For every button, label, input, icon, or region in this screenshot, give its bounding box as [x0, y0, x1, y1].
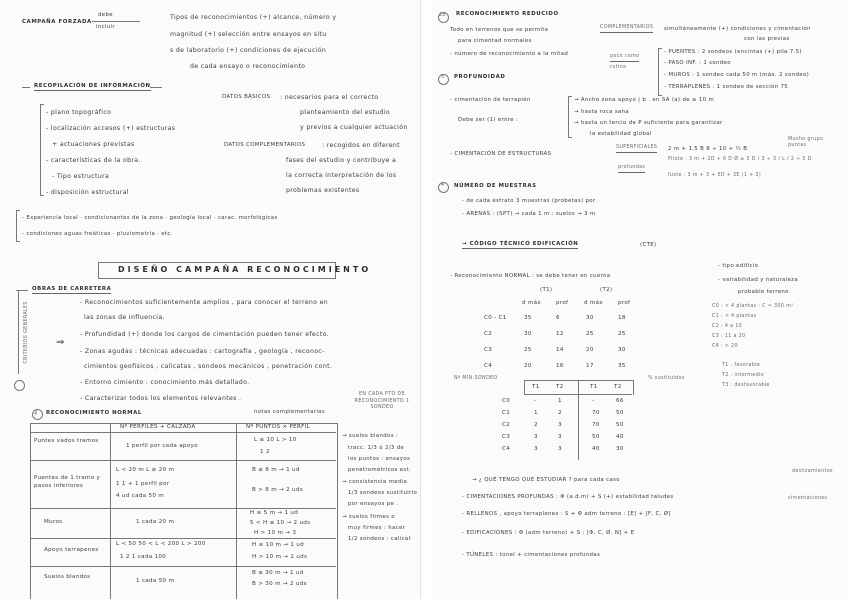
datos-basicos-label: DATOS BÁSICOS [222, 94, 271, 100]
title-arrow-right [150, 87, 162, 88]
diseno-line: - Reconocimientos suficientemente amplios , para conocer el terreno en [80, 299, 329, 306]
cte-note: C4 : > 20 [712, 344, 738, 349]
rec-reducido-item: - PASO INF. : 1 sondeo [664, 60, 731, 66]
campaign-line-4: de cada ensayo o reconocimiento [190, 63, 306, 70]
row-c2b: B > 30 m → 2 uds [252, 581, 307, 587]
estudiar-top-note: deslizamientos [792, 469, 833, 474]
profundidad-side-note: Mucho grupo puntas [788, 137, 824, 149]
rec-reducido-line: - número de reconocimiento a la mitad [450, 51, 569, 57]
recop-item: - disposición estructural [46, 189, 129, 196]
row-name: Puentes de 1 tramo y pasos inferiores [34, 475, 101, 490]
cte-sub-cell: 40 [592, 446, 600, 452]
rec-normal-title: RECONOCIMIENTO NORMAL [46, 410, 142, 416]
profundidad-arrow: la estabilidad global [590, 131, 652, 137]
cte-note: T3 : desfavorable [722, 383, 770, 388]
criterios-label: CRITERIOS GENERALES [23, 301, 29, 364]
cte-title: → CÓDIGO TÉCNICO EDIFICACIÓN [462, 242, 578, 249]
muestras-title: NÚMERO DE MUESTRAS [454, 183, 537, 189]
row-c1: L < 50 50 < L < 200 L > 200 [116, 541, 206, 547]
cte-note: C1 : < 4 plantas [712, 314, 757, 319]
campaign-label: CAMPAÑA FORZADA [22, 19, 92, 25]
profundidad-number: 3 [441, 75, 445, 80]
superficiales-text: 2 m + 1.5 B 8 ÷ 10 + ½ B [668, 146, 748, 152]
cte-sub-row-label: C1 [502, 410, 511, 416]
profundidad-line: Debe ser (1) entre : [458, 117, 519, 123]
cte-sub-cell: 2 [534, 422, 538, 428]
diseno-line: - Caracterizar todos los elementos relevantes . [80, 395, 242, 402]
cte-sub-cell: 3 [558, 446, 562, 452]
cte-cell: 17 [586, 363, 594, 369]
cte-cell: 20 [524, 363, 532, 369]
rec-reducido-item: - MUROS : 1 sondeo cada 50 m (máx. 2 sondeo) [664, 72, 810, 78]
rec-reducido-bracket [658, 48, 662, 96]
cte-row-label: C4 [484, 363, 493, 369]
cte-note: T2 : intermedio [722, 373, 764, 378]
recopilacion-title: RECOPILACIÓN DE INFORMACIÓN [34, 84, 151, 91]
row-c2: B ≤ 8 m → 1 ud [252, 467, 300, 473]
sub-header: T2 [556, 384, 564, 390]
recop-item: - plano topográfico [46, 109, 112, 116]
cte-sub-cell: 70 [592, 422, 600, 428]
cte-cell: 30 [524, 331, 532, 337]
cte-cell: 20 [586, 347, 594, 353]
cte-sub-row-label: C4 [502, 446, 511, 452]
cte-cell: 14 [556, 347, 564, 353]
cte-side-item: - variabilidad y naturaleza [718, 277, 799, 283]
recop-item: - características de la obra. [46, 157, 141, 164]
left-notebook-page [0, 0, 421, 599]
diseno-line: las zonas de influencia. [84, 314, 165, 321]
table-row-line [30, 508, 336, 509]
datos-comp-label: DATOS COMPLEMENTARIOS [224, 142, 306, 148]
rec-reducido-item: - TERRAPLENES : 1 sondeo de sección 75 [664, 84, 789, 90]
profundas-label: profundas [618, 166, 645, 173]
estudiar-item: - EDIFICACIONES : Φ (adm terreno) + S : [Φ, C, Ø, N] + E [462, 530, 635, 536]
row-name: Puntes vados tramos [34, 438, 99, 444]
obras-title: OBRAS DE CARRETERA [32, 287, 111, 294]
table-row-line [30, 538, 336, 539]
datos-comp-line-2: fases del estudio y contribuye a [286, 157, 397, 164]
profundidad-arrow: → hasta un tercio de P suficiente para garantizar [574, 120, 723, 126]
cte-intro: - Reconocimiento NORMAL : se debe tener en cuenta [450, 273, 611, 279]
cte-sub-row-label: C0 [502, 398, 511, 404]
rec-reducido-number: 2b [439, 13, 446, 18]
datos-comp-line-1: : recogidos en diferent [322, 142, 400, 149]
row-c2: H ≤ 5 m → 1 ud [250, 510, 299, 516]
cte-col-header: d máx [522, 300, 542, 306]
rec-reducido-line: para cimentad normales [458, 38, 532, 44]
circled-number [14, 380, 25, 391]
poco-como-label: poco como [610, 55, 639, 62]
cte-col-header: prof [618, 300, 631, 306]
recop-item: - localización accesos (+) estructuras [46, 125, 176, 132]
row-c1: 1 perfil por cada apoyo [126, 443, 198, 449]
datos-basicos-line-2: planteamiento del estudio [300, 109, 391, 116]
cte-cell: 16 [556, 363, 564, 369]
diseno-title: DISEÑO CAMPAÑA RECONOCIMIENTO [118, 265, 372, 274]
sub-col-line [578, 380, 579, 460]
row-c2: B ≤ 30 m → 1 ud [252, 570, 304, 576]
row-name: Suelos blandos [44, 574, 91, 580]
cte-sub-cell: 66 [616, 398, 624, 404]
cte-note: C0 : < 4 plantas : C < 300 m² [712, 304, 794, 309]
cte-cell: 25 [524, 347, 532, 353]
estudiar-item: - RELLENOS , apoyo terraplenes : S + Φ adm terreno : [E] + [F, C, Ø] [462, 511, 671, 517]
datos-basicos-line-3: y previos a cualquier actuación [300, 124, 408, 131]
table-col-line [110, 423, 111, 599]
cte-cell: 18 [618, 315, 626, 321]
estudiar-right-note: cimentaciones [788, 496, 828, 501]
complementario-text-2: con las previas [744, 36, 790, 42]
cte-cell: 35 [524, 315, 532, 321]
extra-bracket [16, 210, 20, 242]
recop-item: + actuaciones previstas [52, 141, 135, 148]
row-c1: 1 cada 50 m [136, 578, 175, 584]
row-c1: 1 cada 20 m [136, 519, 175, 525]
table-header: Nº PERFILES + CALZADA [120, 424, 196, 430]
sub-header: T2 [614, 384, 622, 390]
cte-cell: 6 [556, 315, 560, 321]
cte-col-header: d máx [584, 300, 604, 306]
side-note: tracc. 1/3 ó 2/3 de [348, 445, 405, 451]
diseno-line: - Zonas agudas : técnicas adecuadas : cartografía , geología , reconoc- [80, 348, 325, 355]
cte-row-label: C0 - C1 [484, 315, 507, 321]
profundas-text-2: fuste : 3 m + 3 + 5D + 3E (1 + 3) [668, 173, 762, 178]
profundidad-arrow: → Ancho zona apoyo | b . en SA (a) de ≥ 10 m [574, 97, 715, 103]
estudiar-question: → ¿ QUÉ TENGO QUE ESTUDIAR ? para cada caso [472, 477, 620, 483]
campaign-line-3: s de laboratorio (+) condiciones de ejecución [170, 47, 327, 54]
right-notebook-page [432, 0, 848, 599]
row-c1b: 1 2 1 cada 100 [120, 554, 167, 560]
rec-reducido-title: RECONOCIMIENTO REDUCIDO [456, 11, 559, 17]
table-row-line [30, 432, 336, 433]
estudiar-item: - TÚNELES : túnel + cimentaciones profundas [462, 552, 601, 558]
profundidad-bracket [568, 96, 572, 138]
cte-cell: 30 [618, 347, 626, 353]
campaign-line-2: magnitud (+) selección entre ensayos en situ [170, 31, 327, 38]
muestras-line: - ARENAS : (SPT) → cada 1 m : suelos → 3 m [462, 211, 596, 217]
cte-sub-cell: 3 [534, 434, 538, 440]
cte-sub-row-label: C3 [502, 434, 511, 440]
t1-label: (T1) [540, 287, 553, 293]
row-c2b: B > 8 m → 2 uds [252, 487, 303, 493]
diseno-line: - Entorno cimiento : conocimiento más detallado. [80, 379, 250, 386]
row-c2b: 5 < H ≤ 10 → 2 uds [250, 520, 311, 526]
sub-header: T1 [532, 384, 540, 390]
row-c2c: H > 10 m → 3 [254, 530, 297, 536]
datos-comp-line-3: la correcta interpretación de los [286, 172, 397, 179]
cte-sub-cell: 70 [592, 410, 600, 416]
criterios-arrow-glyph: ⇒ [56, 337, 65, 348]
row-name: Apoyo terrapenes [44, 547, 99, 553]
rec-normal-number: 2 [34, 410, 38, 416]
cte-tag: (CTE) [640, 242, 657, 248]
cte-cell: 35 [618, 363, 626, 369]
muestras-line: - de cada estrato 3 muestras (probetas) por [462, 198, 596, 204]
cte-sub-cell: - [592, 398, 595, 404]
campaign-arrow-top: debe [98, 12, 113, 18]
campaign-line-1: Tipos de reconocimientos (+) alcance, número y [170, 14, 337, 21]
row-c2b: H > 10 m → 2 uds [252, 554, 308, 560]
side-note: los puntos : ensayos [348, 456, 411, 462]
table-header: Nº PUNTOS × PERFIL [246, 424, 311, 430]
cte-sub-cell: 3 [558, 434, 562, 440]
cte-note: C2 : 4 a 10 [712, 324, 743, 329]
side-note: penetrométricos est. [348, 467, 412, 473]
side-note: muy firmes : hacer [348, 525, 406, 531]
campaign-arrow-bottom: incluir [96, 24, 115, 30]
table-row-line [30, 460, 336, 461]
cte-cell: 25 [586, 331, 594, 337]
cte-sub-cell: 40 [616, 434, 624, 440]
table-col-line [236, 423, 237, 599]
cte-sub-cell: 1 [558, 398, 562, 404]
cte-col-header: prof [556, 300, 569, 306]
complementario-text: simultáneamente (+) condiciones y cimentación [664, 26, 811, 32]
cte-side-item: probable terreno [738, 289, 789, 295]
rec-reducido-item: - PUENTES : 2 sondeos (encintas (+) pila 7.5) [664, 49, 802, 55]
side-note: 1/3 sondeos sustituirlo [348, 490, 418, 496]
diseno-line: - Profundidad (+) donde los cargos de cimentación pueden tener efecto. [80, 331, 329, 338]
row-name: Muros [44, 519, 63, 525]
rec-reducido-line: Todo en terrenos que se permita [450, 27, 549, 33]
cte-row-label: C3 [484, 347, 493, 353]
side-note: → suelos blandos : [342, 433, 399, 439]
row-c1c: 4 ud cada 50 m [116, 493, 165, 499]
t2-label: (T2) [600, 287, 613, 293]
profundidad-arrow: → hasta roca sana [574, 109, 630, 115]
sustituidos-label: % sustituidos [648, 376, 685, 381]
min-sondeo-label: Nº MIN SONDEO [454, 376, 498, 381]
cte-sub-cell: 50 [592, 434, 600, 440]
rutina-label: rutina [610, 65, 627, 70]
row-c1b: 1 1 + 1 perfil por [116, 481, 170, 487]
side-note: → suelos firmes o [342, 514, 395, 520]
profundas-text-1: Pilote : 3 m + 2D + 6 D Ø ≥ 5 D / 3 ÷ 3 / L / 2 ÷ 5 D [668, 157, 812, 162]
row-c2b: 1 2 [260, 449, 270, 455]
cte-row-label: C2 [484, 331, 493, 337]
extra-line-2: - condiciones aguas freáticas · pluviometría · etc. [22, 231, 173, 237]
row-c2: H ≤ 10 m → 1 ud [252, 542, 304, 548]
cte-cell: 25 [618, 331, 626, 337]
campaign-arrow [92, 21, 140, 22]
cte-sub-row-label: C2 [502, 422, 511, 428]
side-note: por ensayos pe . [348, 501, 399, 507]
datos-basicos-line-1: : necesarios para el correcto [280, 94, 379, 101]
row-c2: L ≤ 10 L > 10 [254, 437, 297, 443]
obras-vertical [18, 290, 19, 374]
profundidad-line: - cimentación de terraplén [450, 97, 531, 103]
profundidad-title: PROFUNDIDAD [454, 74, 506, 80]
extra-line-1: - Experiencia local · condicionantes de la zona · geología local · carac. morfológicas [22, 215, 278, 221]
sub-header: T1 [590, 384, 598, 390]
cte-sub-cell: - [534, 398, 537, 404]
cim-estructuras: - CIMENTACIÓN DE ESTRUCTURAS [450, 151, 552, 157]
row-c1: L < 20 m L ≥ 20 m [116, 467, 175, 473]
cte-cell: 30 [586, 315, 594, 321]
side-note: 1/2 sondeos : calicat [348, 536, 411, 542]
items-bracket [40, 104, 44, 196]
table-row-line [30, 566, 336, 567]
estudiar-item: - CIMENTACIONES PROFUNDAS : Φ (a.d.m) + S (+) estabilidad taludes [462, 494, 674, 500]
cte-sub-cell: 50 [616, 422, 624, 428]
cte-side-item: - tipo edificio [718, 263, 759, 269]
muestras-number: 4 [441, 183, 445, 188]
cte-sub-cell: 2 [558, 410, 562, 416]
notas-label: notas complementarias [254, 409, 325, 415]
recop-item: - Tipo estructura [52, 173, 110, 180]
cte-sub-cell: 3 [534, 446, 538, 452]
superficiales-label: SUPERFICIALES [616, 146, 657, 153]
cte-sub-cell: 1 [534, 410, 538, 416]
cte-cell: 12 [556, 331, 564, 337]
complementario-label: COMPLEMENTARIOS [600, 26, 653, 33]
side-top-note: EN CADA PTO DE RECONOCIMIENTO 1 SONDEO [354, 392, 410, 411]
title-arrow-left [22, 87, 30, 88]
diseno-line: cimientos geofísicos , calicatas , sondeos mecánicos , penetración cont. [84, 363, 333, 370]
datos-comp-line-4: problemas existentes [286, 187, 360, 194]
cte-sub-cell: 50 [616, 410, 624, 416]
cte-note: C3 : 11 a 20 [712, 334, 746, 339]
cte-sub-cell: 3 [558, 422, 562, 428]
cte-sub-cell: 30 [616, 446, 624, 452]
side-note: → consistencia media [342, 479, 408, 485]
cte-note: T1 : favorable [722, 363, 761, 368]
